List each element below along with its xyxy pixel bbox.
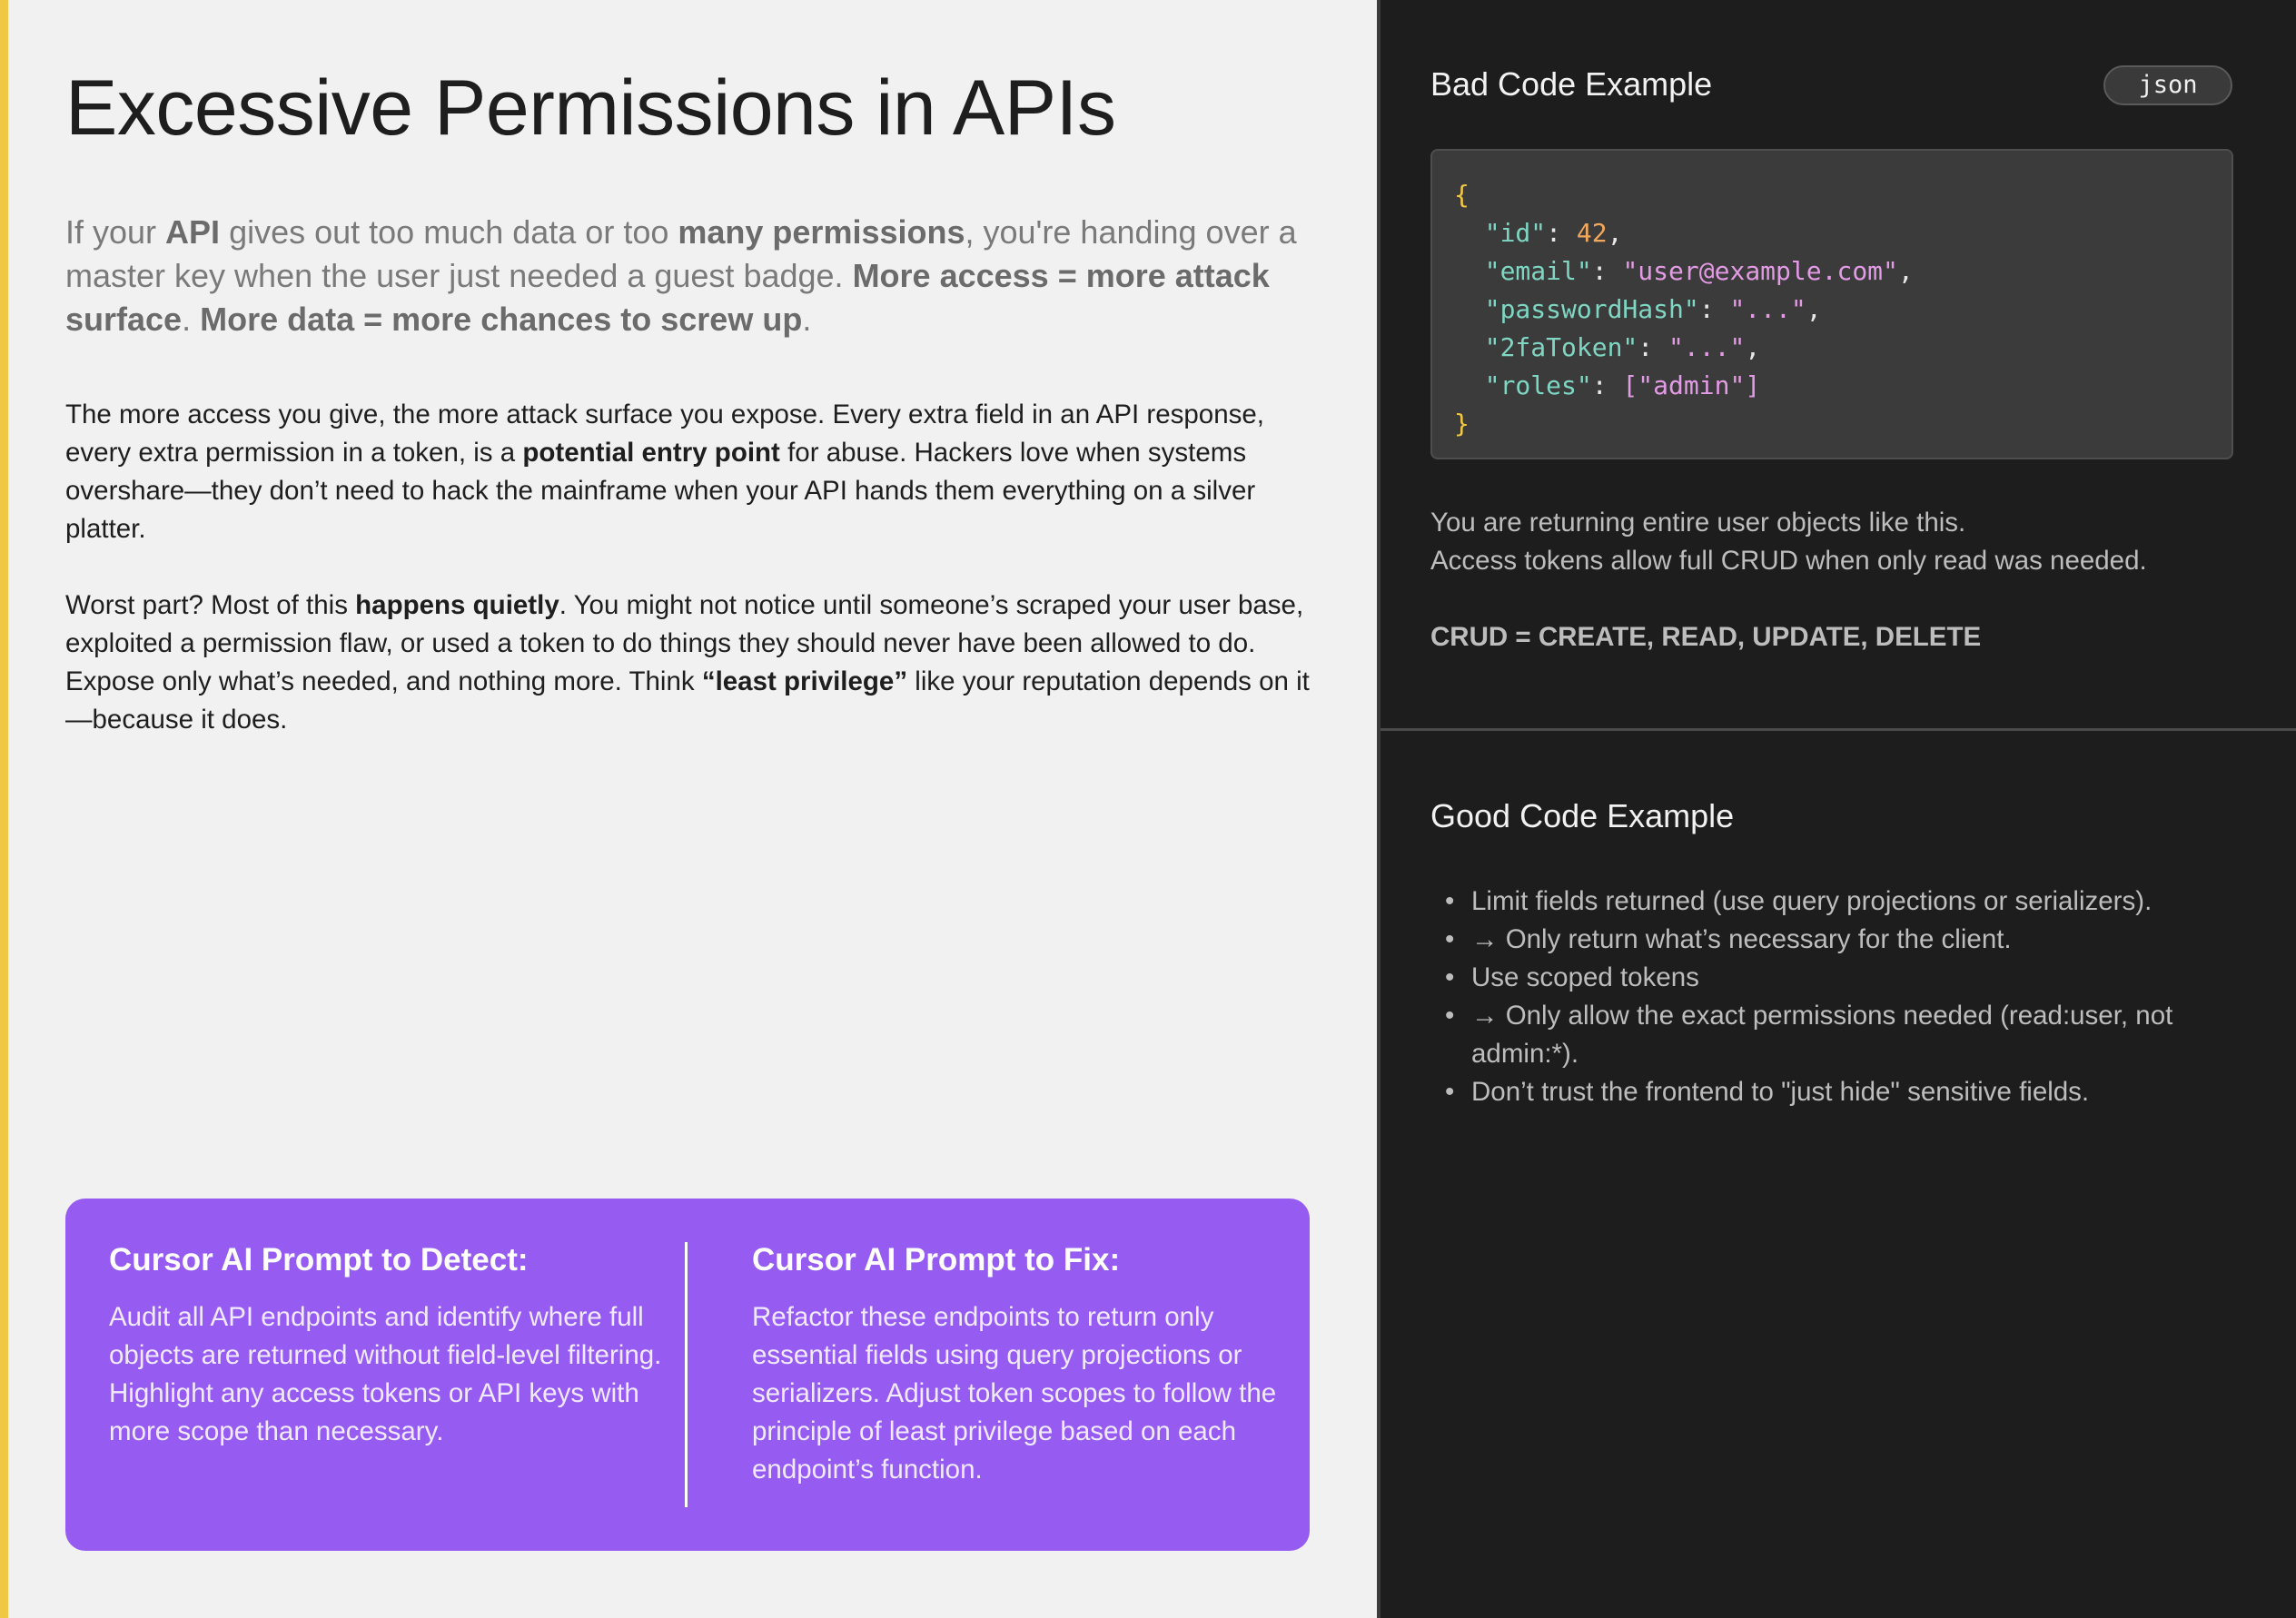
lead-text: . xyxy=(182,301,201,338)
body-bold: potential entry point xyxy=(522,438,780,468)
fix-prompt xyxy=(752,1242,1279,1489)
body-paragraph-1 xyxy=(65,396,1319,548)
code-brace: } xyxy=(1454,409,1470,439)
bullet-icon: • xyxy=(1445,886,1455,916)
good-example-title: Good Code Example xyxy=(1430,797,1735,834)
code-line: "email": "user@example.com", xyxy=(1484,256,1914,286)
detect-prompt xyxy=(109,1242,690,1451)
body-text: The more access you give, the more attack surface you expose. Every extra field in an API response, every extra permission in a token, is a xyxy=(65,400,1264,468)
bullet-icon: • xyxy=(1445,962,1455,992)
code-block xyxy=(1430,149,2233,459)
code-value: "..." xyxy=(1668,332,1746,362)
body-text: for abuse. Hackers love when systems overshare—they don’t need to hack the mainframe when your API hands them everything on a silver platter. xyxy=(65,438,1256,544)
bullet-icon: • xyxy=(1445,1077,1455,1107)
body-bold: happens quietly xyxy=(355,590,559,620)
card-divider xyxy=(685,1242,688,1507)
list-item xyxy=(1430,997,2212,1073)
code-line: "roles": ["admin"] xyxy=(1484,370,1761,400)
code-line xyxy=(1454,405,2210,443)
code-value: 42 xyxy=(1576,218,1608,248)
accent-bar xyxy=(0,0,8,1618)
list-item-text: → Only return what’s necessary for the client. xyxy=(1471,924,2012,954)
lead-bold: More data = more chances to screw up xyxy=(200,301,803,338)
code-key: "2faToken" xyxy=(1484,332,1638,362)
detect-heading: Cursor AI Prompt to Detect: xyxy=(109,1242,529,1278)
body-paragraph-2 xyxy=(65,587,1319,739)
bad-note-2: Access tokens allow full CRUD when only read was needed. xyxy=(1430,546,2147,576)
bullet-icon: • xyxy=(1445,924,1455,954)
code-line xyxy=(1454,176,2210,214)
code-key: "email" xyxy=(1484,256,1592,286)
list-item-text: Limit fields returned (use query projections or serializers). xyxy=(1471,886,2152,916)
code-value: ["admin"] xyxy=(1622,370,1761,400)
crud-definition: CRUD = CREATE, READ, UPDATE, DELETE xyxy=(1430,622,1982,652)
list-item xyxy=(1430,1073,2212,1111)
body-bold: “least privilege” xyxy=(701,666,908,696)
fix-text: Refactor these endpoints to return only essential fields using query projections or serializers. Adjust token scopes to follow the principle of least privilege based on each endpoint’s function. xyxy=(752,1302,1277,1485)
lead-bold: API xyxy=(165,213,221,251)
page-title: Excessive Permissions in APIs xyxy=(65,64,1116,152)
code-brace: { xyxy=(1454,180,1470,210)
bullet-icon: • xyxy=(1445,1001,1455,1031)
code-key: "passwordHash" xyxy=(1484,294,1699,324)
lead-text: If your xyxy=(65,213,166,251)
lead-bold: More access = more attack surface xyxy=(65,257,1270,338)
list-item-text: Don’t trust the frontend to "just hide" sensitive fields. xyxy=(1471,1077,2090,1107)
prompt-card xyxy=(65,1199,1310,1551)
list-item xyxy=(1430,959,2212,997)
code-value: "..." xyxy=(1729,294,1806,324)
list-item xyxy=(1430,883,2212,921)
body-text: . You might not notice until someone’s scraped your user base, exploited a permission flaw, or used a token to do things they should never have been allowed to do. Expose only what’s needed, and nothing more. Think xyxy=(65,590,1304,696)
code-line: "2faToken": "...", xyxy=(1484,332,1761,362)
detect-text: Audit all API endpoints and identify where full objects are returned without field-level filtering. Highlight any access tokens or API keys with more scope than necessary. xyxy=(109,1302,662,1446)
body-text: Worst part? Most of this xyxy=(65,590,356,620)
list-item-text: Use scoped tokens xyxy=(1471,962,1699,992)
good-practices-list xyxy=(1430,883,2212,1111)
body-text: like your reputation depends on it—because it does. xyxy=(65,666,1310,735)
bad-example-title: Bad Code Example xyxy=(1430,65,1713,103)
good-example-panel xyxy=(1381,731,2296,1618)
code-line: "passwordHash": "...", xyxy=(1484,294,1822,324)
list-item-text: → Only allow the exact permissions needed (read:user, not admin:*). xyxy=(1471,1001,2173,1069)
language-badge: json xyxy=(2103,65,2232,105)
bad-note-1: You are returning entire user objects like this. xyxy=(1430,508,1966,538)
list-item xyxy=(1430,921,2212,959)
lead-paragraph xyxy=(65,211,1328,341)
code-value: "user@example.com" xyxy=(1622,256,1898,286)
lead-text: . xyxy=(802,301,812,338)
lead-text: gives out too much data or too xyxy=(220,213,678,251)
code-key: "id" xyxy=(1484,218,1547,248)
lead-bold: many permissions xyxy=(678,213,965,251)
fix-heading: Cursor AI Prompt to Fix: xyxy=(752,1242,1121,1278)
code-line: "id": 42, xyxy=(1484,218,1623,248)
lead-text: , you're handing over a master key when the user just needed a guest badge. xyxy=(65,213,1297,294)
code-key: "roles" xyxy=(1484,370,1592,400)
